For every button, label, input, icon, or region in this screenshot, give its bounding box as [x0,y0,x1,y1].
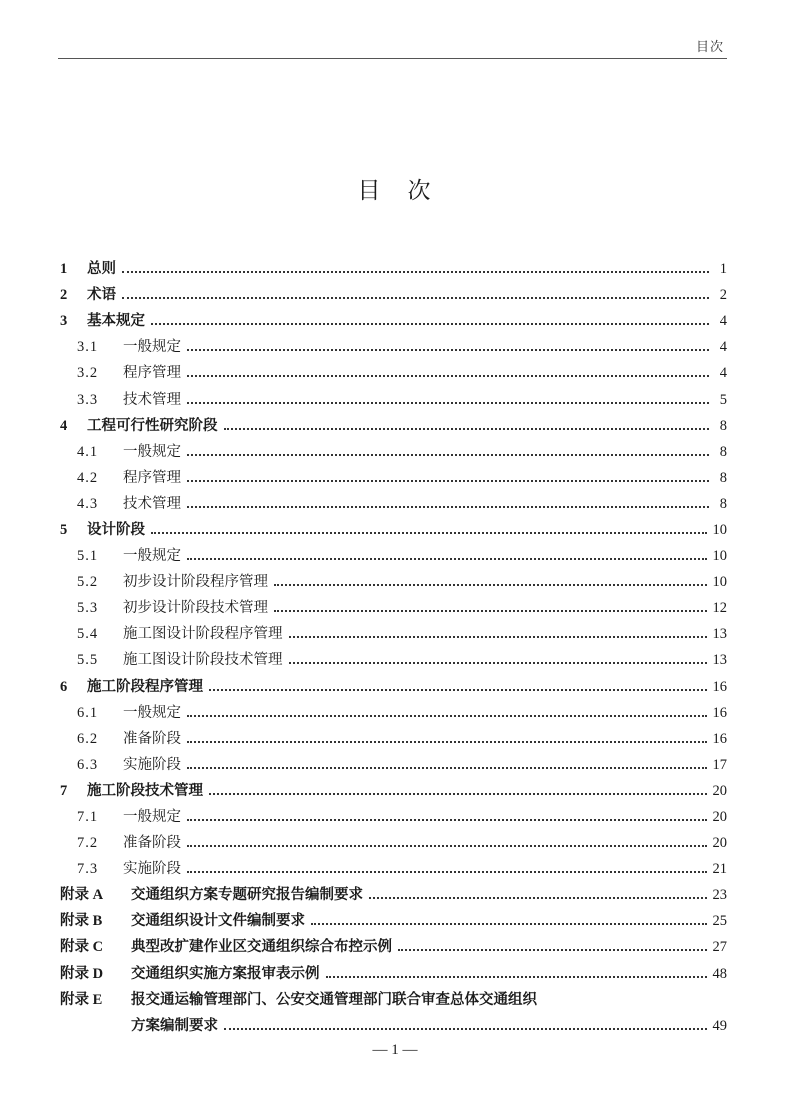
toc-page: 16 [712,730,727,747]
dot-leader [274,584,707,586]
dot-leader [289,636,707,638]
toc-number: 5.1 [77,548,99,565]
toc-title: 交通组织实施方案报审表示例 [131,965,320,982]
dot-leader [187,375,709,377]
toc-title: 技术管理 [123,495,181,512]
toc-page: 8 [719,469,727,486]
toc-page: 27 [712,939,727,956]
toc-number: 附录 B [60,913,103,930]
toc-entry-4-1[interactable] [0,439,790,465]
dot-leader [151,323,709,325]
toc-page: 17 [712,756,727,773]
dot-leader [187,767,707,769]
toc-title: 术语 [87,287,116,304]
toc-page: 20 [712,782,727,799]
toc-number: 6.1 [77,704,99,721]
toc-page: 10 [712,521,727,538]
toc-page: 16 [712,704,727,721]
toc-entry-5-3[interactable] [0,595,790,621]
dot-leader [311,923,707,925]
toc-page: 13 [712,626,727,643]
toc-title: 施工阶段程序管理 [87,678,203,695]
toc-entry-3-1[interactable] [0,334,790,360]
toc-page: 21 [712,861,727,878]
toc-title: 实施阶段 [123,861,181,878]
toc-title: 实施阶段 [123,756,181,773]
toc-title: 总则 [87,261,116,278]
toc-entry-appendix-a[interactable] [0,882,790,908]
toc-entry-appendix-e[interactable] [0,987,790,1013]
toc-entry-2[interactable] [0,282,790,308]
toc-number: 4.2 [77,469,99,486]
dot-leader [209,689,707,691]
dot-leader [187,558,707,560]
toc-entry-4-3[interactable] [0,491,790,517]
toc-page: 49 [712,1017,727,1034]
toc-title: 典型改扩建作业区交通组织综合布控示例 [131,939,392,956]
toc-number: 3.3 [77,391,99,408]
toc-title: 交通组织方案专题研究报告编制要求 [131,887,363,904]
toc-number: 3 [60,313,68,330]
toc-title-continued: 方案编制要求 [131,1017,218,1034]
toc-entry-appendix-d[interactable] [0,961,790,987]
toc-entry-5-1[interactable] [0,543,790,569]
dot-leader [187,715,707,717]
toc-entry-7[interactable] [0,778,790,804]
toc-title: 准备阶段 [123,730,181,747]
toc-number: 2 [60,287,68,304]
toc-entry-appendix-b[interactable] [0,908,790,934]
toc-number: 6.2 [77,730,99,747]
toc-page: 20 [712,809,727,826]
toc-entry-6-2[interactable] [0,726,790,752]
running-header: 目次 [695,39,724,54]
toc-title: 报交通运输管理部门、公安交通管理部门联合审查总体交通组织 [131,991,537,1008]
toc-page: 25 [712,913,727,930]
toc-page: 4 [719,339,727,356]
toc-entry-3-3[interactable] [0,386,790,412]
toc-entry-4[interactable] [0,413,790,439]
toc-number: 附录 E [60,991,103,1008]
toc-number: 7.3 [77,861,99,878]
toc-entry-7-1[interactable] [0,804,790,830]
dot-leader [187,454,709,456]
toc-entry-6-3[interactable] [0,752,790,778]
toc-entry-6[interactable] [0,674,790,700]
dot-leader [187,349,709,351]
toc-number: 7 [60,782,68,799]
toc-entry-5-5[interactable] [0,647,790,673]
toc-number: 3.2 [77,365,99,382]
page-title: 目 次 [357,178,433,203]
toc-entry-3[interactable] [0,308,790,334]
dot-leader [151,532,707,534]
toc-page: 10 [712,548,727,565]
toc-page: 4 [719,313,727,330]
toc-number: 5.5 [77,652,99,669]
header-rule [58,58,727,59]
dot-leader [224,428,710,430]
dot-leader [224,1028,707,1030]
toc-page: 16 [712,678,727,695]
dot-leader [289,662,707,664]
toc-title: 一般规定 [123,443,181,460]
toc-entry-7-2[interactable] [0,830,790,856]
toc-page: 5 [719,391,727,408]
dot-leader [209,793,707,795]
toc-title: 施工图设计阶段技术管理 [123,652,283,669]
toc-title: 工程可行性研究阶段 [87,417,218,434]
toc-entry-3-2[interactable] [0,360,790,386]
dot-leader [369,897,707,899]
toc-title: 一般规定 [123,548,181,565]
toc-number: 1 [60,261,68,278]
toc-number: 4.3 [77,495,99,512]
toc-page: 8 [719,443,727,460]
dot-leader [187,845,707,847]
toc-page: 10 [712,574,727,591]
toc-page: 12 [712,600,727,617]
toc-title: 施工阶段技术管理 [87,782,203,799]
toc-number: 7.2 [77,835,99,852]
dot-leader [187,480,709,482]
dot-leader [274,610,707,612]
toc-page: 2 [719,287,727,304]
dot-leader [326,976,707,978]
toc-title: 准备阶段 [123,835,181,852]
toc-number: 5.3 [77,600,99,617]
dot-leader [187,741,707,743]
toc-entry-appendix-c[interactable] [0,934,790,960]
toc-entry-5-4[interactable] [0,621,790,647]
toc-number: 5.4 [77,626,99,643]
toc-number: 附录 A [60,887,104,904]
toc-page: 20 [712,835,727,852]
toc-number: 7.1 [77,809,99,826]
toc-title: 施工图设计阶段程序管理 [123,626,283,643]
toc-title: 设计阶段 [87,521,145,538]
dot-leader [122,271,709,273]
toc-page: 13 [712,652,727,669]
dot-leader [187,819,707,821]
toc-number: 附录 D [60,965,104,982]
toc-title: 一般规定 [123,809,181,826]
dot-leader [187,402,709,404]
table-of-contents [0,256,790,1039]
toc-page: 4 [719,365,727,382]
toc-entry-4-2[interactable] [0,465,790,491]
toc-page: 1 [719,261,727,278]
toc-entry-5-2[interactable] [0,569,790,595]
dot-leader [187,506,709,508]
dot-leader [122,297,709,299]
toc-entry-5[interactable] [0,517,790,543]
toc-number: 3.1 [77,339,99,356]
dot-leader [187,871,707,873]
toc-number: 6.3 [77,756,99,773]
page-number: — 1 — [372,1042,418,1058]
toc-entry-7-3[interactable] [0,856,790,882]
toc-number: 5.2 [77,574,99,591]
toc-number: 附录 C [60,939,104,956]
toc-number: 5 [60,521,68,538]
toc-number: 4.1 [77,443,99,460]
toc-title: 程序管理 [123,365,181,382]
toc-title: 初步设计阶段程序管理 [123,574,268,591]
toc-title: 程序管理 [123,469,181,486]
toc-title: 技术管理 [123,391,181,408]
toc-entry-appendix-e-continued[interactable] [0,1013,790,1039]
toc-title: 交通组织设计文件编制要求 [131,913,305,930]
toc-entry-1[interactable] [0,256,790,282]
toc-page: 23 [712,887,727,904]
toc-entry-6-1[interactable] [0,700,790,726]
toc-page: 8 [719,495,727,512]
toc-title: 基本规定 [87,313,145,330]
toc-page: 48 [712,965,727,982]
toc-title: 初步设计阶段技术管理 [123,600,268,617]
toc-number: 4 [60,417,68,434]
toc-page: 8 [719,417,727,434]
toc-number: 6 [60,678,68,695]
dot-leader [398,949,707,951]
toc-title: 一般规定 [123,339,181,356]
toc-title: 一般规定 [123,704,181,721]
